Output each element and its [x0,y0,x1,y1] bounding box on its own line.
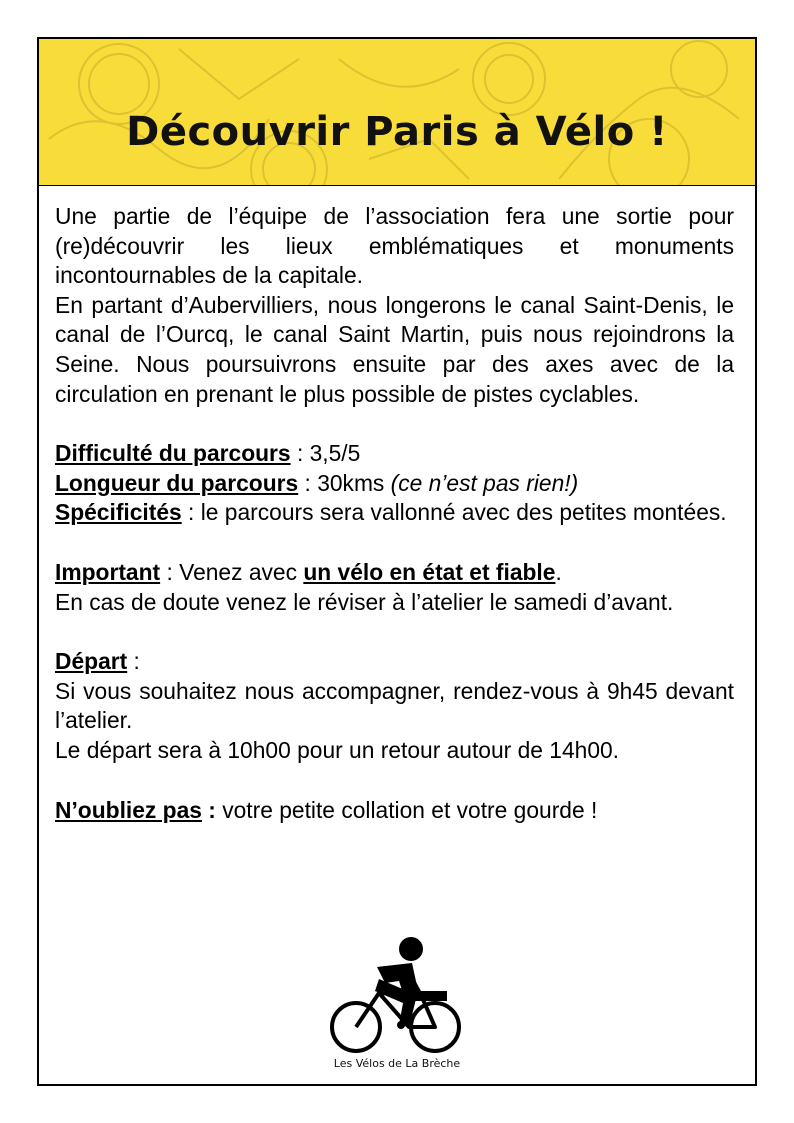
difficulty-value: : 3,5/5 [290,440,361,467]
departure-label: Départ [55,648,128,675]
flyer-body [55,202,734,825]
important-label: Important [55,558,161,585]
important-emphasis: un vélo en état et fiable [303,558,556,585]
length-note: (ce n’est pas rien!) [390,469,579,496]
association-logo [317,929,477,1079]
important-line [55,558,734,588]
reminder-line [55,796,734,826]
departure-colon: : [127,648,140,675]
reminder-text: votre petite collation et votre gourde ! [215,796,598,823]
important-text-before: : Venez avec [160,558,304,585]
title-banner [39,39,755,186]
important-text-after: . [555,558,562,585]
length-line [55,469,734,499]
difficulty-label: Difficulté du parcours [55,440,291,467]
difficulty-line [55,439,734,469]
departure-heading [55,647,734,677]
flyer-frame [37,37,757,1086]
specifics-value: : le parcours sera vallonné avec des petites montées. [181,499,727,526]
reminder-label: N’oubliez pas [55,796,202,823]
page-title: Découvrir Paris à Vélo ! [126,109,668,155]
reminder-colon: : [201,796,216,823]
specifics-label: Spécificités [55,499,182,526]
specifics-line [55,498,734,528]
departure-line-2: Le départ sera à 10h00 pour un retour autour de 14h00. [55,736,620,763]
logo-caption: Les Vélos de La Brèche [333,1057,461,1070]
route-paragraph: En partant d’Aubervilliers, nous longerons le canal Saint-Denis, le canal de l’Ourcq, le canal Saint Martin, puis nous rejoindrons la Seine. Nous poursuivrons ensuite par des axes avec de la circulation en prenant le plus possible de pistes cyclables. [55,291,734,407]
length-label: Longueur du parcours [55,469,299,496]
important-line-2: En cas de doute venez le réviser à l’atelier le samedi d’avant. [55,588,674,615]
intro-paragraph: Une partie de l’équipe de l’association fera une sortie pour (re)découvrir les lieux emblématiques et monuments incontournables de la capitale. [55,203,734,289]
departure-line-1: Si vous souhaitez nous accompagner, rendez-vous à 9h45 devant l’atelier. [55,677,734,734]
cyclist-icon [317,929,477,1054]
length-value: : 30kms [298,469,391,496]
